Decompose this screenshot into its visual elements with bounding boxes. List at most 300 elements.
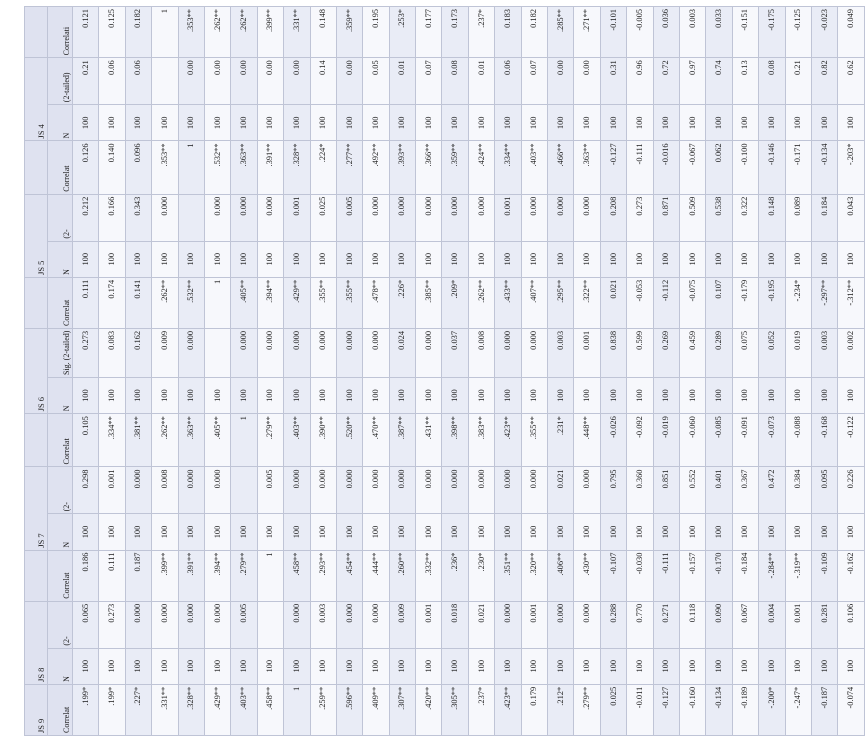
table-row [442,7,468,736]
table-cell: .406** [548,550,574,601]
table-cell: 0.089 [785,194,811,241]
table-cell: 100 [732,105,758,141]
table-cell: .409** [363,684,389,735]
table-cell: 100 [231,105,257,141]
table-cell: .231* [548,414,574,467]
table-cell: -0.073 [759,414,785,467]
table-cell: 100 [416,105,442,141]
table-cell: 100 [574,378,600,414]
table-cell: 0.509 [679,194,705,241]
table-cell: -0.175 [759,7,785,58]
table-cell: 100 [178,648,204,684]
table-cell: 100 [416,241,442,277]
table-cell: -0.179 [732,277,758,328]
table-cell: 0.289 [706,328,732,377]
table-cell: 100 [706,378,732,414]
table-cell: .262** [204,7,230,58]
table-cell: 0.107 [706,277,732,328]
table-cell: 1 [284,684,310,735]
table-cell: .405** [204,414,230,467]
column-header: Sig. (2-tailed) [48,328,73,377]
column-header: (2- [48,467,73,514]
table-cell: -0.170 [706,550,732,601]
table-cell: .305** [442,684,468,735]
table-cell: 100 [125,105,151,141]
table-cell: 0.121 [73,7,99,58]
table-cell: -0.127 [600,141,626,194]
table-cell: -0.189 [732,684,758,735]
table-cell: 0.000 [257,194,283,241]
table-cell: 100 [389,105,415,141]
table-cell: 100 [284,648,310,684]
table-cell: 100 [99,514,125,550]
table-cell: 100 [785,105,811,141]
table-cell: .351** [495,550,521,601]
table-cell: 100 [389,378,415,414]
table-row [204,7,230,736]
table-cell: -0.075 [679,277,705,328]
table-cell: 0.000 [442,467,468,514]
table-cell: 100 [310,514,336,550]
table-cell: -0.157 [679,550,705,601]
table-cell: .420** [416,684,442,735]
table-cell: .331** [152,684,178,735]
table-cell: .390** [310,414,336,467]
table-cell: .391** [178,550,204,601]
table-cell: .262** [152,414,178,467]
table-cell: .448** [574,414,600,467]
table-cell: -0.160 [679,684,705,735]
table-cell: -0.026 [600,414,626,467]
column-header: Correlat [48,277,73,328]
table-cell: -0.016 [653,141,679,194]
table-cell: 0.049 [838,7,864,58]
table-cell: 100 [73,241,99,277]
table-cell: 100 [627,378,653,414]
column-header: N [48,514,73,550]
table-cell: .237* [468,684,494,735]
table-cell: 100 [284,105,310,141]
table-cell: 0.186 [73,550,99,601]
table-cell: .429** [204,684,230,735]
table-cell: 0.000 [574,194,600,241]
table-cell: 100 [231,514,257,550]
table-cell: 100 [416,514,442,550]
table-row [152,7,178,736]
table-cell: .334** [99,414,125,467]
table-cell: 0.07 [416,58,442,105]
table-cell: 100 [521,105,547,141]
table-cell: .285** [548,7,574,58]
table-cell: 0.000 [521,328,547,377]
table-cell: 0.288 [600,601,626,648]
table-cell: 0.97 [679,58,705,105]
table-cell: 100 [152,241,178,277]
table-cell: -.297** [811,277,837,328]
table-cell: 100 [152,648,178,684]
table-cell: 0.795 [600,467,626,514]
table-cell: 100 [548,648,574,684]
table-row [495,7,521,736]
table-cell: -.200* [759,684,785,735]
table-cell: 100 [204,648,230,684]
table-cell: -0.187 [811,684,837,735]
table-cell: 100 [125,241,151,277]
table-cell: .454** [336,550,362,601]
table-cell: 1 [231,414,257,467]
table-cell: -0.091 [732,414,758,467]
table-body [73,7,865,736]
table-cell: 100 [152,105,178,141]
table-cell: 0.000 [204,601,230,648]
table-cell: 0.000 [548,601,574,648]
table-cell: -0.122 [838,414,864,467]
table-cell: 0.00 [204,58,230,105]
table-cell: .279** [257,414,283,467]
table-cell: -.203* [838,141,864,194]
table-cell: 0.001 [284,194,310,241]
table-row [574,7,600,736]
table-row [706,7,732,736]
table-cell: 0.140 [99,141,125,194]
table-cell: 0.269 [653,328,679,377]
table-cell: .366** [416,141,442,194]
table-cell: 0.000 [416,194,442,241]
table-cell: 100 [416,648,442,684]
table-cell: 100 [468,378,494,414]
table-cell: .405** [231,277,257,328]
table-cell: 100 [521,514,547,550]
table-cell: 0.021 [600,277,626,328]
table-cell: 0.005 [231,601,257,648]
table-cell: 0.075 [732,328,758,377]
table-cell: -0.030 [627,550,653,601]
table-cell: 0.00 [284,58,310,105]
table-row [363,7,389,736]
table-cell: 0.000 [495,601,521,648]
table-cell: -0.162 [838,550,864,601]
table-cell: 100 [785,648,811,684]
table-cell: -0.195 [759,277,785,328]
table-cell: -0.085 [706,414,732,467]
column-header: Correlat [48,141,73,194]
table-cell: 100 [653,514,679,550]
table-cell: .394** [257,277,283,328]
table-cell: .381** [125,414,151,467]
table-cell: 0.162 [125,328,151,377]
table-cell: 100 [679,648,705,684]
table-cell: 0.018 [442,601,468,648]
table-row [231,7,257,736]
table-cell: 0.851 [653,467,679,514]
table-cell: .332** [416,550,442,601]
table-cell: .262** [468,277,494,328]
table-cell: .444** [363,550,389,601]
table-row [73,7,99,736]
table-cell: 100 [838,105,864,141]
table-cell: 0.000 [442,194,468,241]
table-cell: 1 [204,277,230,328]
table-cell: 0.111 [99,550,125,601]
table-cell: 0.173 [442,7,468,58]
table-cell: 0.770 [627,601,653,648]
table-cell: 0.118 [679,601,705,648]
table-cell: 0.000 [336,467,362,514]
table-cell: -0.092 [627,414,653,467]
table-cell: 100 [257,241,283,277]
group-header-blank [25,414,48,467]
table-cell: -0.101 [600,7,626,58]
table-row [468,7,494,736]
table-cell: 0.025 [310,194,336,241]
table-cell: 100 [99,648,125,684]
table-cell: 0.166 [99,194,125,241]
rotated-table-page [24,6,856,736]
table-cell: 0.000 [363,467,389,514]
table-cell: .355** [310,277,336,328]
table-cell: 100 [204,105,230,141]
table-cell: 100 [548,378,574,414]
table-row [416,7,442,736]
table-cell: .260** [389,550,415,601]
table-cell: .353** [178,7,204,58]
table-cell: 0.273 [99,601,125,648]
table-cell: .363** [178,414,204,467]
table-cell: .279** [231,550,257,601]
table-cell: 0.05 [363,58,389,105]
table-cell: .387** [389,414,415,467]
table-cell: 0.148 [759,194,785,241]
table-cell: 0.271 [653,601,679,648]
table-cell: 0.021 [548,467,574,514]
table-cell: 0.005 [336,194,362,241]
table-cell: 0.001 [785,601,811,648]
table-cell: .385** [416,277,442,328]
column-header-row [48,7,73,736]
table-cell: 0.208 [600,194,626,241]
table-cell: 0.183 [495,7,521,58]
table-cell: .359** [442,141,468,194]
table-cell: 0.000 [231,194,257,241]
table-cell: 100 [759,105,785,141]
table-cell: 0.106 [838,601,864,648]
table-cell: 100 [653,105,679,141]
table-cell: -0.023 [811,7,837,58]
table-cell: 0.000 [574,467,600,514]
table-cell: 100 [600,514,626,550]
table-cell: 0.62 [838,58,864,105]
table-cell: 0.062 [706,141,732,194]
table-cell: -.284** [759,550,785,601]
table-cell: 0.195 [363,7,389,58]
table-cell: -0.111 [653,550,679,601]
table-cell: .407** [521,277,547,328]
table-cell: 100 [732,648,758,684]
table-cell: 0.000 [257,328,283,377]
table-cell: 0.000 [416,467,442,514]
table-cell: 100 [627,105,653,141]
table-row [811,7,837,736]
table-cell: 100 [600,648,626,684]
table-cell: 100 [495,241,521,277]
table-cell: -0.005 [627,7,653,58]
table-cell: 0.001 [495,194,521,241]
column-header: N [48,648,73,684]
table-row [679,7,705,736]
table-cell: 0.298 [73,467,99,514]
table-cell: 100 [468,514,494,550]
table-cell: 0.000 [204,467,230,514]
table-cell: 1 [178,141,204,194]
table-cell: .277** [336,141,362,194]
table-cell: 0.000 [178,328,204,377]
table-cell: -0.060 [679,414,705,467]
table-cell: 100 [548,105,574,141]
table-cell: 100 [811,648,837,684]
table-cell: 1 [152,7,178,58]
table-cell: 0.226 [838,467,864,514]
table-cell: .224* [310,141,336,194]
table-cell: 0.06 [99,58,125,105]
table-cell: .237* [468,7,494,58]
table-cell: 100 [99,241,125,277]
table-cell: -.234* [785,277,811,328]
table-cell: 100 [653,378,679,414]
table-cell: 0.000 [152,601,178,648]
table-cell: 100 [257,648,283,684]
table-cell [178,194,204,241]
table-cell: 100 [336,648,362,684]
table-cell: .363** [231,141,257,194]
table-cell: 100 [627,648,653,684]
table-cell: .226* [389,277,415,328]
table-cell: 100 [706,241,732,277]
table-cell: 100 [442,648,468,684]
table-cell: 100 [732,241,758,277]
table-cell: 100 [574,648,600,684]
table-cell: .398** [442,414,468,467]
table-cell: .520** [336,414,362,467]
table-cell: .271** [574,7,600,58]
table-cell: .363** [574,141,600,194]
table-cell: 0.000 [389,194,415,241]
table-cell [257,601,283,648]
table-cell: 100 [99,105,125,141]
table-cell: .433** [495,277,521,328]
table-cell: 100 [706,648,732,684]
table-cell: 0.74 [706,58,732,105]
group-header-blank [25,141,48,194]
table-row [785,7,811,736]
table-cell: .355** [521,414,547,467]
table-cell: 0.599 [627,328,653,377]
table-cell: .359** [336,7,362,58]
table-cell: 100 [600,241,626,277]
table-cell: 0.043 [838,194,864,241]
table-cell: 100 [732,378,758,414]
table-cell: 100 [310,648,336,684]
table-cell: 0.000 [495,328,521,377]
table-row [99,7,125,736]
table-cell: .279** [574,684,600,735]
group-header-js4: JS 4 [25,58,48,141]
table-cell: 0.08 [442,58,468,105]
table-cell: 100 [99,378,125,414]
table-cell: 0.552 [679,467,705,514]
table-cell: 100 [73,105,99,141]
table-cell: 100 [231,648,257,684]
table-cell: -0.067 [679,141,705,194]
table-cell: 100 [838,514,864,550]
table-row [336,7,362,736]
table-cell: -0.146 [759,141,785,194]
group-header-js8: JS 8 [25,601,48,684]
table-cell: 100 [442,105,468,141]
table-cell: .236* [442,550,468,601]
group-header-blank [25,550,48,601]
table-cell: 0.322 [732,194,758,241]
table-cell: 0.08 [759,58,785,105]
table-cell: 100 [363,514,389,550]
column-header: Correlat [48,684,73,735]
table-cell: -0.134 [811,141,837,194]
table-cell: 0.096 [125,141,151,194]
table-cell: -0.074 [838,684,864,735]
table-cell: 100 [178,241,204,277]
table-cell: -0.168 [811,414,837,467]
table-cell: 0.96 [627,58,653,105]
table-cell: 100 [363,241,389,277]
table-cell: -0.125 [785,7,811,58]
table-cell: 0.052 [759,328,785,377]
table-row [125,7,151,736]
table-cell: .429** [284,277,310,328]
table-cell: 0.06 [125,58,151,105]
table-cell: 0.07 [521,58,547,105]
table-cell: 100 [653,648,679,684]
table-cell: 100 [785,378,811,414]
table-cell: 100 [336,378,362,414]
table-cell: 100 [759,648,785,684]
table-cell: -0.019 [653,414,679,467]
table-cell: 0.001 [521,601,547,648]
table-cell: 0.384 [785,467,811,514]
table-cell: 100 [785,514,811,550]
table-cell: 100 [336,514,362,550]
table-cell: 0.538 [706,194,732,241]
table-cell: 100 [468,648,494,684]
table-row [759,7,785,736]
table-cell: 100 [257,105,283,141]
table-row [521,7,547,736]
table-cell: .393** [389,141,415,194]
table-cell: 0.838 [600,328,626,377]
table-cell: 0.025 [600,684,626,735]
table-cell: 0.01 [468,58,494,105]
table-cell: 100 [73,648,99,684]
table-row [178,7,204,736]
table-cell: 0.009 [152,328,178,377]
table-cell: 0.021 [468,601,494,648]
table-cell: 0.000 [389,467,415,514]
table-cell: .331** [284,7,310,58]
table-cell: 0.005 [257,467,283,514]
table-cell: 100 [574,514,600,550]
table-cell: 0.00 [231,58,257,105]
table-cell: 100 [152,378,178,414]
table-cell: 100 [679,241,705,277]
table-cell: .199* [73,684,99,735]
